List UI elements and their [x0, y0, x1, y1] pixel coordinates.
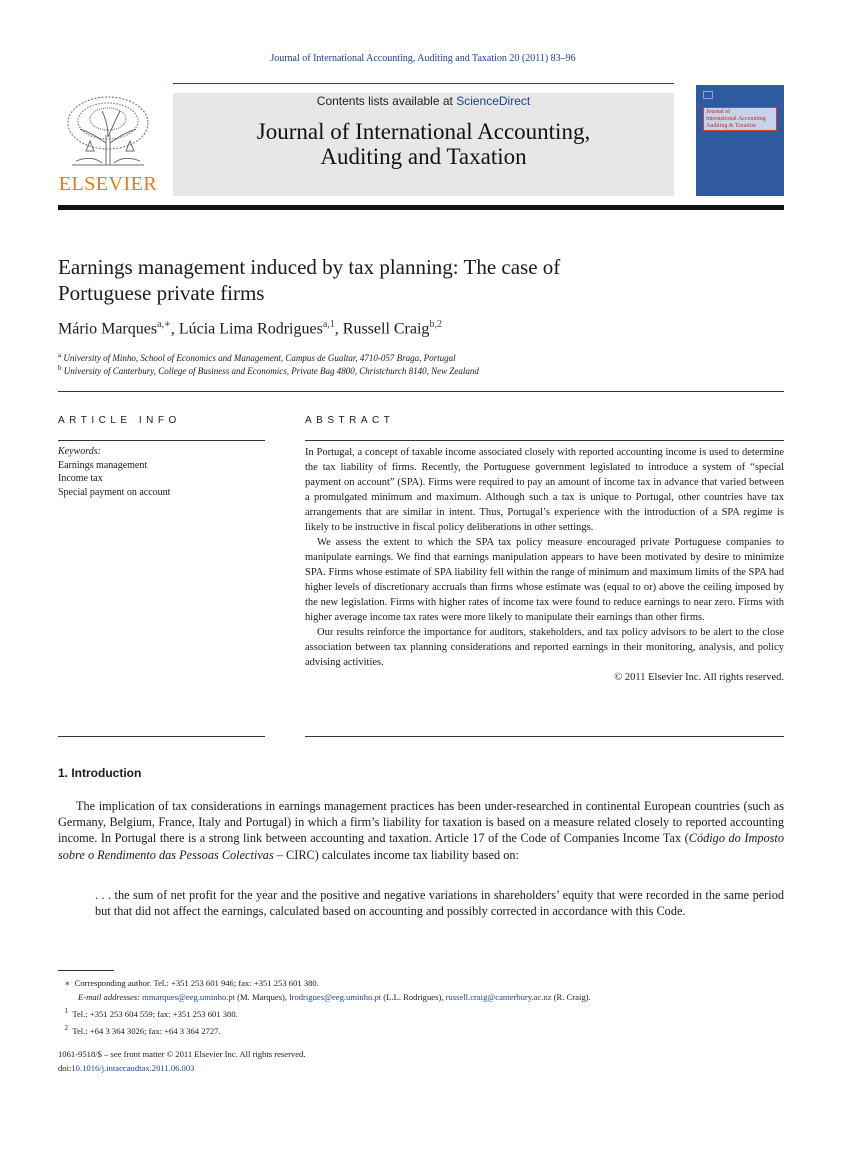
- article-info-heading: ARTICLE INFO: [58, 415, 181, 426]
- cover-emblem-icon: [703, 91, 713, 99]
- elsevier-logo[interactable]: [58, 93, 158, 197]
- email-link[interactable]: mmarques@eeg.uminho.pt: [142, 992, 236, 1002]
- masthead-divider: [58, 205, 784, 210]
- author-marks[interactable]: a,1: [322, 319, 335, 330]
- section-heading-introduction: 1. Introduction: [58, 766, 142, 780]
- affiliation-a: $^a$ University of Minho, School of Economics and Management, Campus de Gualtar, 4710-057 Braga, Portugal: [58, 351, 456, 363]
- doi-link[interactable]: 10.1016/j.intaccaudtax.2011.06.003: [71, 1063, 195, 1073]
- article-info-bottom-rule: [58, 736, 265, 737]
- keywords-label: Keywords:: [58, 446, 101, 457]
- title-block-divider: [58, 391, 784, 392]
- affiliation-b: $^b$ University of Canterbury, College of Business and Economics, Private Bag 4800, Christchurch 8140, New Zealand: [58, 364, 479, 376]
- author-name[interactable]: Lúcia Lima Rodrigues: [178, 320, 323, 338]
- abstract-body: [305, 445, 784, 685]
- contents-availability: [173, 94, 674, 108]
- email-link[interactable]: lrodrigues@eeg.uminho.pt: [289, 992, 382, 1002]
- author-name[interactable]: Mário Marques: [58, 320, 158, 338]
- doi-line: doi:10.1016/j.intaccaudtax.2011.06.003: [58, 1063, 195, 1073]
- header-rule: [173, 83, 674, 84]
- journal-title-line1: Journal of International Accounting,: [256, 119, 591, 144]
- footnotes: [58, 976, 784, 1038]
- author-list: Mário Marques$^{a,∗}$, Lúcia Lima Rodrigues$^{a,1}$, Russell Craig$^{b,2}$: [58, 319, 442, 338]
- author-name[interactable]: Russell Craig: [342, 320, 430, 338]
- front-matter: [58, 1047, 558, 1075]
- footnote-corresponding: ∗ Corresponding author. Tel.: +351 253 601 946; fax: +351 253 601 380.: [64, 978, 319, 988]
- keyword-item: Special payment on account: [58, 486, 171, 498]
- journal-cover-image[interactable]: [696, 85, 784, 196]
- keyword-item: Earnings management: [58, 459, 148, 471]
- abstract-paragraph: Our results reinforce the importance for auditors, stakeholders, and tax policy advisors to be alert to the close association between tax planning considerations and reported earnings in their monitoring, analysis, and policy advising activities.: [305, 627, 784, 668]
- abstract-paragraph: In Portugal, a concept of taxable income associated closely with reported accounting income is used to determine the tax liability of firms. Recently, the Portuguese government legislated to introduce a system of “special payment on account” (SPA). Firms were required to pay an amount of income tax in advance that varied between a promulgated minimum and maximum. Although such a tax is unique to Portugal, other countries have tax arrangements that are similar in intent. Thus, Portugal’s experience with the introduction of a SPA regime is likely to be instructive in fiscal policy deliberations in other settings.: [305, 447, 784, 533]
- circ-quotation: . . . the sum of net profit for the year and the positive and negative variations in shareholders’ equity that were recorded in the same period but that did not affect the earnings, calculated based on accounting and possibly corrected in accordance with this Code.: [95, 888, 784, 919]
- footnote-2: $^2$ Tel.: +64 3 364 3026; fax: +64 3 364 2727.: [64, 1023, 221, 1036]
- sciencedirect-link[interactable]: ScienceDirect: [456, 94, 531, 108]
- elsevier-tree-icon: [62, 93, 154, 173]
- article-info-rule: [58, 440, 265, 441]
- author-marks[interactable]: a,∗: [157, 319, 171, 330]
- abstract-heading: ABSTRACT: [305, 415, 395, 426]
- running-head[interactable]: Journal of International Accounting, Auditing and Taxation 20 (2011) 83–96: [270, 53, 576, 64]
- circ-code-name: Código do Imposto sobre o Rendimento das Pessoas Colectivas: [58, 831, 784, 862]
- keywords-block: [58, 445, 268, 499]
- email-link[interactable]: russell.craig@canterbury.ac.nz: [445, 992, 552, 1002]
- abstract-copyright: © 2011 Elsevier Inc. All rights reserved.: [614, 672, 784, 683]
- journal-title-line2: Auditing and Taxation: [320, 144, 527, 169]
- journal-masthead: [173, 93, 674, 196]
- elsevier-wordmark: ELSEVIER: [58, 173, 158, 195]
- contents-prefix: Contents lists available at: [316, 94, 457, 108]
- journal-title[interactable]: [173, 119, 674, 169]
- author-marks[interactable]: b,2: [429, 319, 442, 330]
- keyword-item: Income tax: [58, 473, 103, 484]
- cover-title-label: Journal of International Accounting Auditing & Taxation: [703, 107, 777, 131]
- abstract-paragraph: We assess the extent to which the SPA tax policy measure encouraged private Portuguese companies to manipulate earnings. We find that earnings manipulation appears to have been motivated by desire to minimize SPA. Firms whose estimate of SPA liability fell within the range of minimum and maximum limits of the SPA had higher levels of discretionary accruals than firms whose estimate was (equal to or) above the ceiling imposed by the new legislation. Firms with higher rates of income tax were found to reduce earnings to near zero. Firms with higher average income tax rates were more likely to manipulate their earnings than other firms.: [305, 537, 784, 623]
- abstract-rule: [305, 440, 784, 441]
- footnote-rule: [58, 970, 114, 971]
- footnote-1: $^1$ Tel.: +351 253 604 559; fax: +351 253 601 380.: [64, 1007, 238, 1019]
- introduction-paragraph: The implication of tax considerations in earnings management practices has been under-researched in continental European countries (such as Germany, Belgium, France, Italy and Portugal) in which a firm’s liability for taxation is based on a measure related closely to reported accounting income. In Portugal there is a strong link between accounting and taxation. Article 17 of the Code of Companies Income Tax (Código do Imposto sobre o Rendimento das Pessoas Colectivas – CIRC) calculates income tax liability based on:: [58, 799, 784, 862]
- abstract-bottom-rule: [305, 736, 784, 737]
- footnote-emails: E-mail addresses: mmarques@eeg.uminho.pt (M. Marques), lrodrigues@eeg.uminho.pt (L.L. Rodrigues), russell.craig@canterbury.ac.nz (R. Craig).: [78, 992, 591, 1002]
- article-title: Earnings management induced by tax planning: The case of Portuguese private firms: [58, 255, 561, 305]
- issn-line: 1061-9518/$ – see front matter © 2011 Elsevier Inc. All rights reserved.: [58, 1049, 306, 1059]
